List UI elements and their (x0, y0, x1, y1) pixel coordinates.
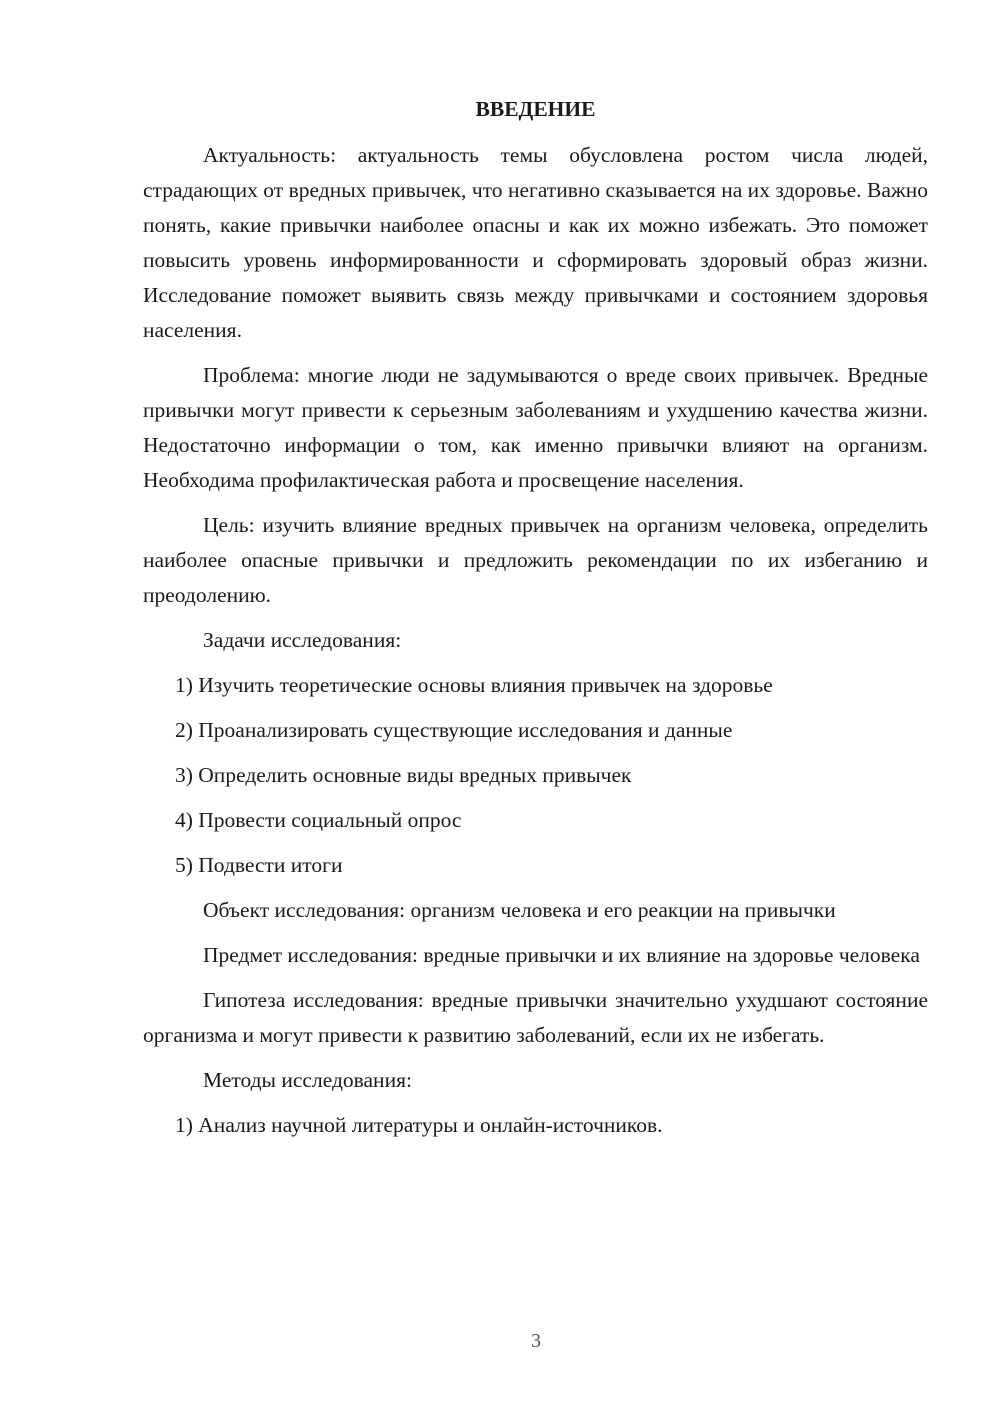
methods-list (143, 1108, 928, 1143)
tasks-list (143, 668, 928, 883)
section-title: ВВЕДЕНИЕ (475, 97, 596, 121)
page-number: 3 (531, 1330, 541, 1352)
list-item: 1) Анализ научной литературы и онлайн-источников. (175, 1113, 663, 1137)
relevance-paragraph: Актуальность: актуальность темы обусловлена ростом числа людей, страдающих от вредных привычек, что негативно сказывается на их здоровье. Важно понять, какие привычки наиболее опасны и как их можно избежать. Это поможет повысить уровень информированности и сформировать здоровый образ жизни. Исследование поможет выявить связь между привычками и состоянием здоровья населения. (143, 143, 928, 342)
object-paragraph: Объект исследования: организм человека и его реакции на привычки (203, 898, 836, 922)
list-item: 1) Изучить теоретические основы влияния привычек на здоровье (175, 673, 773, 697)
list-item: 3) Определить основные виды вредных привычек (175, 763, 632, 787)
methods-label: Методы исследования: (203, 1068, 412, 1092)
subject-paragraph: Предмет исследования: вредные привычки и их влияние на здоровье человека (203, 943, 920, 967)
document-body (143, 92, 928, 1153)
hypothesis-paragraph: Гипотеза исследования: вредные привычки значительно ухудшают состояние организма и могут привести к развитию заболеваний, если их не избегать. (143, 988, 928, 1047)
list-item: 4) Провести социальный опрос (175, 808, 462, 832)
list-item: 2) Проанализировать существующие исследования и данные (175, 718, 733, 742)
tasks-label: Задачи исследования: (203, 628, 402, 652)
problem-paragraph: Проблема: многие люди не задумываются о вреде своих привычек. Вредные привычки могут привести к серьезным заболеваниям и ухудшению качества жизни. Недостаточно информации о том, как именно привычки влияют на организм. Необходима профилактическая работа и просвещение населения. (143, 363, 928, 492)
goal-paragraph: Цель: изучить влияние вредных привычек на организм человека, определить наиболее опасные привычки и предложить рекомендации по их избеганию и преодолению. (143, 513, 928, 607)
list-item: 5) Подвести итоги (175, 853, 343, 877)
